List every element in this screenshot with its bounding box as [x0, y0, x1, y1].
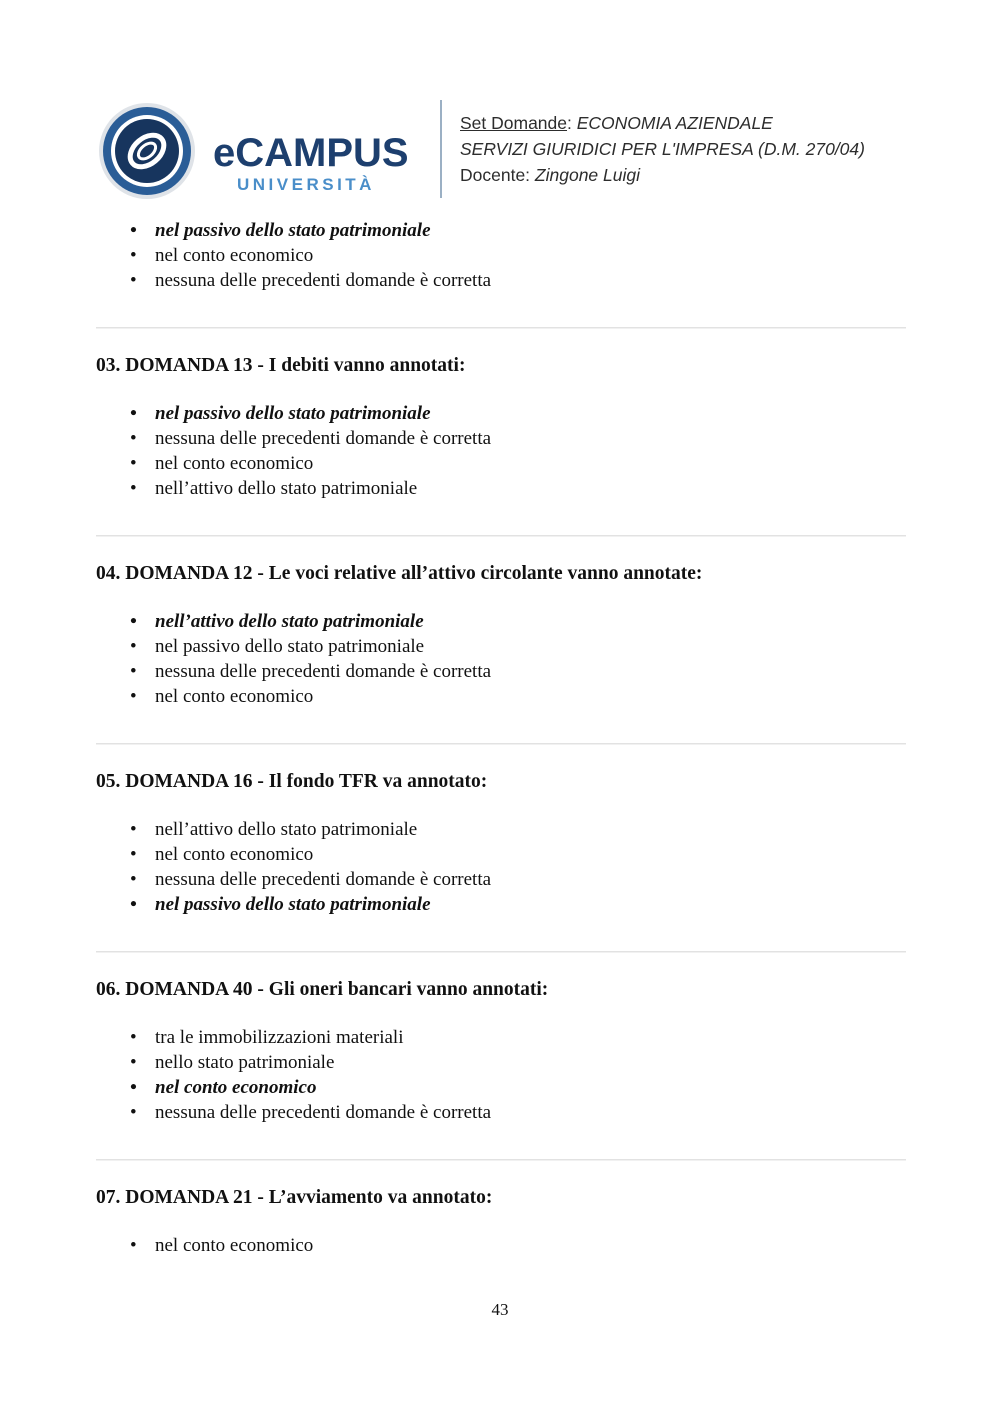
- answer-option: • nel passivo dello stato patrimoniale: [130, 218, 906, 243]
- teacher-label: Docente:: [460, 165, 531, 185]
- question-list: [96, 218, 906, 1258]
- answer-option: • nessuna delle precedenti domande è corretta: [130, 426, 906, 451]
- teacher-line: [460, 162, 865, 188]
- answer-option: • nel conto economico: [130, 243, 906, 268]
- logo-text: eCAMPUS: [213, 131, 409, 175]
- answer-option: • nessuna delle precedenti domande è corretta: [130, 867, 906, 892]
- answer-options: [96, 609, 906, 709]
- section-divider: [96, 1159, 906, 1161]
- question-title: 05. DOMANDA 16 - Il fondo TFR va annotato:: [96, 771, 488, 792]
- answer-option: • nessuna delle precedenti domande è corretta: [130, 659, 906, 684]
- answer-options: [96, 1233, 906, 1258]
- answer-option: • nessuna delle precedenti domande è corretta: [130, 1100, 906, 1125]
- section-divider: [96, 327, 906, 329]
- set-label: Set Domande: [460, 113, 568, 133]
- answer-option: • nell’attivo dello stato patrimoniale: [130, 609, 906, 634]
- answer-option: • nel passivo dello stato patrimoniale: [130, 892, 906, 917]
- ecampus-wordmark: [213, 126, 428, 196]
- logo-subtext: UNIVERSITÀ: [237, 175, 375, 194]
- section-divider: [96, 951, 906, 953]
- answer-options: [96, 817, 906, 917]
- course-title: SERVIZI GIURIDICI PER L'IMPRESA (D.M. 270/04): [460, 139, 865, 159]
- answer-option: • nel conto economico: [130, 451, 906, 476]
- set-value: ECONOMIA AZIENDALE: [576, 113, 773, 133]
- answer-option: • nell’attivo dello stato patrimoniale: [130, 476, 906, 501]
- answer-option: • nel conto economico: [130, 842, 906, 867]
- set-line: Set Domande: ECONOMIA AZIENDALE: [460, 113, 773, 133]
- section-divider: [96, 743, 906, 745]
- section-divider: [96, 535, 906, 537]
- answer-option: • nel conto economico: [130, 684, 906, 709]
- question-title: 03. DOMANDA 13 - I debiti vanno annotati:: [96, 355, 466, 376]
- answer-option: • tra le immobilizzazioni materiali: [130, 1025, 906, 1050]
- answer-option: • nel passivo dello stato patrimoniale: [130, 634, 906, 659]
- answer-option: • nello stato patrimoniale: [130, 1050, 906, 1075]
- page-header: [98, 98, 908, 202]
- question-title: 06. DOMANDA 40 - Gli oneri bancari vanno annotati:: [96, 979, 549, 1000]
- answer-options: [96, 401, 906, 501]
- page-number: 43: [491, 1300, 509, 1319]
- answer-option: • nessuna delle precedenti domande è corretta: [130, 268, 906, 293]
- answer-option: • nel conto economico: [130, 1233, 906, 1258]
- question-title: 04. DOMANDA 12 - Le voci relative all’attivo circolante vanno annotate:: [96, 563, 703, 584]
- leading-options: [96, 218, 906, 293]
- university-seal-logo: [98, 102, 196, 200]
- question-title: 07. DOMANDA 21 - L’avviamento va annotato:: [96, 1187, 493, 1208]
- header-divider: [440, 100, 442, 198]
- course-info: [460, 110, 865, 188]
- answer-option: • nel conto economico: [130, 1075, 906, 1100]
- answer-option: • nell’attivo dello stato patrimoniale: [130, 817, 906, 842]
- teacher-name: Zingone Luigi: [534, 165, 640, 185]
- answer-options: [96, 1025, 906, 1125]
- answer-option: • nel passivo dello stato patrimoniale: [130, 401, 906, 426]
